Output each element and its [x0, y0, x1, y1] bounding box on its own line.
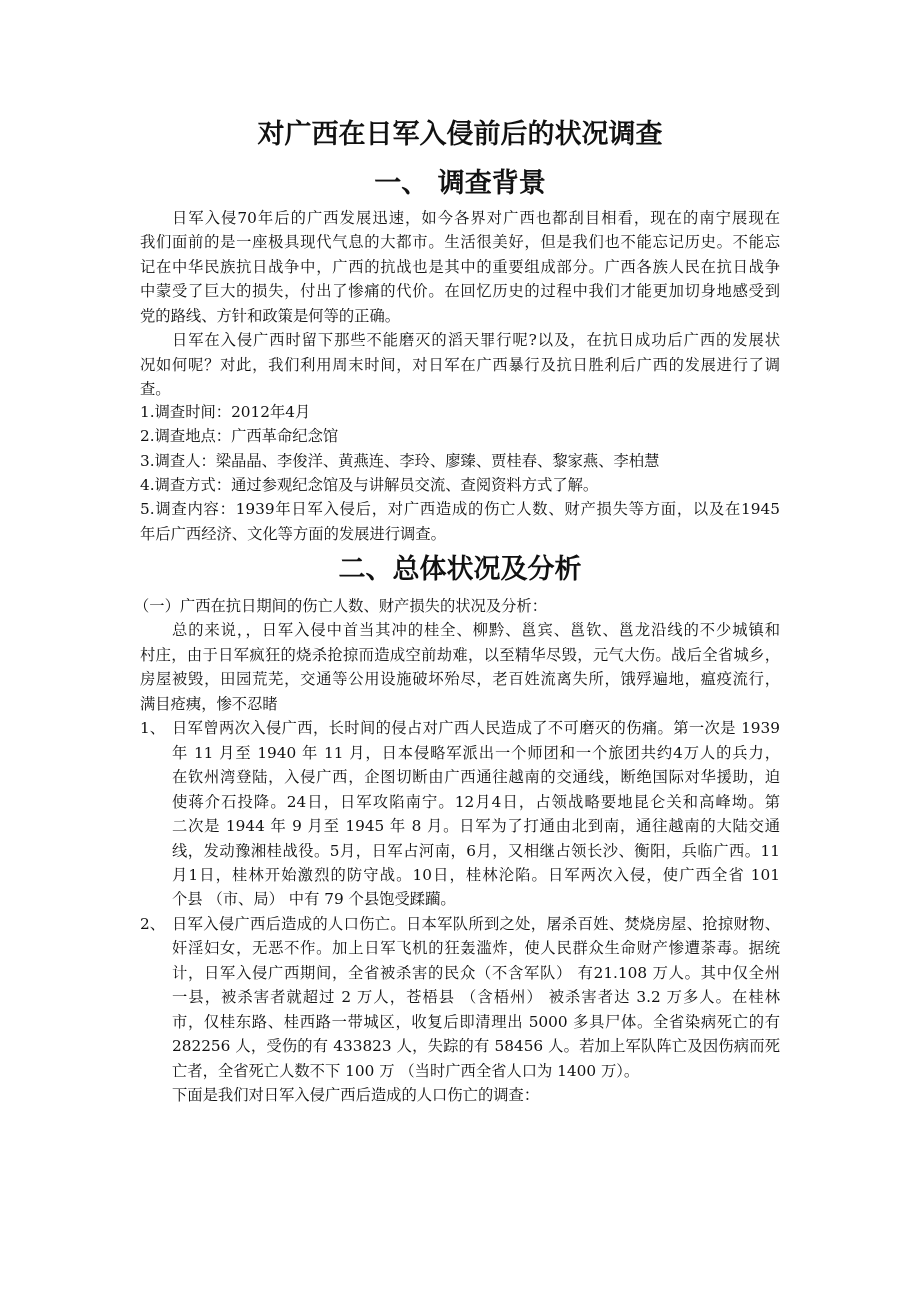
paragraph-line: 况如何呢？对此，我们利用周末时间，对日军在广西暴行及抗日胜利后广西的发展进行了调 [140, 355, 780, 374]
paragraph-line: 我们面前的是一座极具现代气息的大都市。生活很美好，但是我们也不能忘记历史。不能忘 [140, 233, 780, 252]
list-number: 1、 [140, 719, 166, 738]
closing-line: 下面是我们对日军入侵广西后造成的人口伤亡的调查： [172, 1086, 540, 1104]
survey-info-item: 3.调查人：梁晶晶、李俊洋、黄燕连、李玲、廖臻、贾桂春、黎家燕、李柏慧 [140, 451, 660, 470]
survey-info-item: 年后广西经济、文化等方面的发展进行调查。 [140, 524, 446, 543]
paragraph-line: 党的路线、方针和政策是何等的正确。 [140, 306, 401, 325]
paragraph-line: 总的来说，，日军入侵中首当其冲的桂全、柳黔、邕宾、邕钦、邕龙沿线的不少城镇和 [172, 621, 780, 640]
survey-info-item: 1.调查时间：2012年4月 [140, 402, 311, 421]
list-item-line: 个县 （市、局） 中有 79 个县饱受蹂躏。 [172, 890, 456, 909]
survey-info-item: 2.调查地点：广西革命纪念馆 [140, 427, 339, 446]
subsection-heading: （一）广西在抗日期间的伤亡人数、财产损失的状况及分析： [134, 597, 548, 615]
list-item-line: 奸淫妇女，无恶不作。加上日军飞机的狂轰滥炸，使人民群众生命财产惨遭荼毒。据统 [172, 939, 780, 958]
survey-info-item: 4.调查方式：通过参观纪念馆及与讲解员交流、查阅资料方式了解。 [140, 475, 599, 494]
section-heading-background: 一、 调查背景 [374, 168, 546, 199]
list-item-line: 线，发动豫湘桂战役。5月，日军占河南，6月，又相继占领长沙、衡阳，兵临广西。11 [172, 841, 780, 860]
list-item-line: 使蒋介石投降。24日，日军攻陷南宁。12月4日，占领战略要地昆仑关和高峰坳。第 [172, 792, 780, 811]
list-item-line: 市，仅桂东路、桂西路一带城区，收复后即清理出 5000 多具尸体。全省染病死亡的有 [172, 1012, 780, 1031]
paragraph-line: 查。 [140, 380, 171, 399]
list-item-line: 日军曾两次入侵广西，长时间的侵占对广西人民造成了不可磨灭的伤痛。第一次是 1939 [172, 719, 780, 738]
paragraph-line: 中蒙受了巨大的损失，付出了惨痛的代价。在回忆历史的过程中我们才能更加切身地感受到 [140, 282, 780, 301]
list-item-line: 亡者，全省死亡人数不下 100 万 （当时广西全省人口为 1400 万）。 [172, 1061, 640, 1080]
paragraph-line: 村庄，由于日军疯狂的烧杀抢掠而造成空前劫难，以至精华尽毁，元气大伤。战后全省城乡， [140, 645, 780, 664]
paragraph-line: 日军入侵70年后的广西发展迅速，如今各界对广西也都刮目相看，现在的南宁展现在 [172, 209, 780, 227]
paragraph-line: 房屋被毁，田园荒芜，交通等公用设施破坏殆尽，老百姓流离失所，饿殍遍地，瘟疫流行， [140, 670, 780, 689]
section-heading-analysis: 二、总体状况及分析 [338, 554, 582, 585]
list-item-line: 一县，被杀害者就超过 2 万人，苍梧县 （含梧州） 被杀害者达 3.2 万多人。在桂林 [172, 988, 780, 1007]
list-item-line: 在钦州湾登陆，入侵广西，企图切断由广西通往越南的交通线，断绝国际对华援助，迫 [172, 768, 780, 787]
list-item-line: 二次是 1944 年 9 月至 1945 年 8 月。日军为了打通由北到南，通往越南的大陆交通 [172, 817, 780, 836]
list-item-line: 282256 人，受伤的有 433823 人，失踪的有 58456 人。若加上军队阵亡及因伤病而死 [172, 1037, 780, 1056]
survey-info-item: 5.调查内容：1939年日军入侵后，对广西造成的伤亡人数、财产损失等方面，以及在1945 [140, 500, 780, 519]
list-item-line: 月1日，桂林开始激烈的防守战。10日，桂林沦陷。日军两次入侵，使广西全省 101 [172, 865, 780, 884]
paragraph-line: 满目疮痍，惨不忍睹 [140, 694, 278, 713]
list-item-line: 年 11 月至 1940 年 11 月，日本侵略军派出一个师团和一个旅团共约4万人的兵力， [172, 743, 780, 762]
paragraph-line: 记在中华民族抗日战争中，广西的抗战也是其中的重要组成部分。广西各族人民在抗日战争 [140, 257, 780, 276]
list-item-line: 计，日军入侵广西期间，全省被杀害的民众（不含军队） 有21.108 万人。其中仅全州 [172, 963, 780, 982]
document-title: 对广西在日军入侵前后的状况调查 [257, 119, 663, 150]
paragraph-line: 日军在入侵广西时留下那些不能磨灭的滔天罪行呢?以及，在抗日成功后广西的发展状 [172, 331, 780, 350]
list-item-line: 日军入侵广西后造成的人口伤亡。日本军队所到之处，屠杀百姓、焚烧房屋、抢掠财物、 [172, 914, 780, 933]
list-number: 2、 [140, 914, 166, 933]
